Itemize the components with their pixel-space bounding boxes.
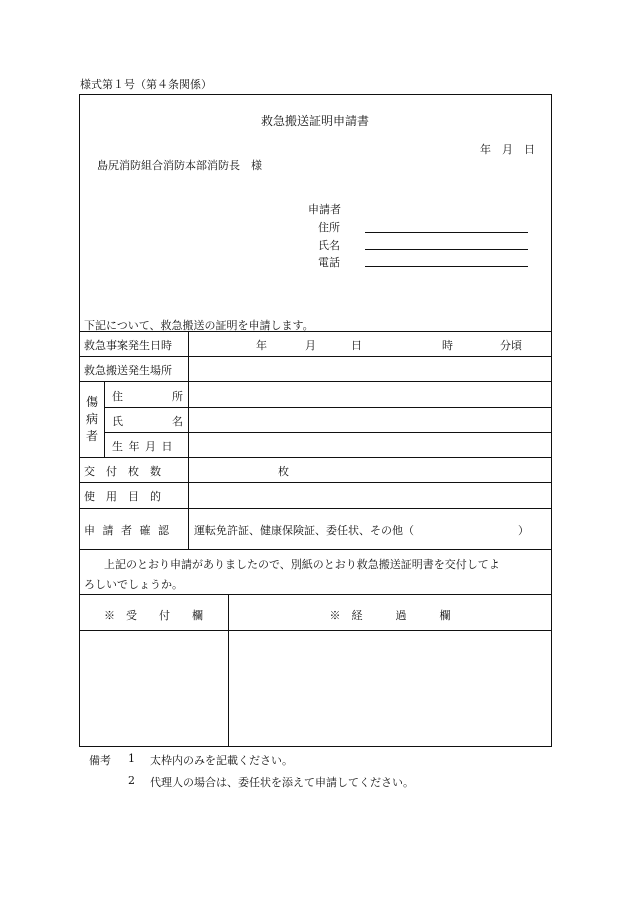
- patient-label-1: 傷: [85, 395, 98, 409]
- applicant-heading: 申請者: [308, 203, 341, 216]
- note-1-number: 1: [128, 752, 135, 765]
- form-title: 救急搬送証明申請書: [260, 114, 369, 128]
- note-1-text: 太枠内のみを記載ください。: [150, 754, 293, 767]
- patient-address-label-a: 住: [112, 390, 123, 403]
- purpose-label: 使 用 目 的: [84, 490, 161, 503]
- applicant-check-close: ）: [518, 524, 529, 537]
- row-line-3: [104, 407, 552, 408]
- note-2-text: 代理人の場合は、委任状を添えて申請してください。: [150, 776, 414, 789]
- incident-hour-unit: 時: [442, 339, 453, 352]
- patient-label-2: 病: [85, 412, 98, 426]
- table-top-line: [79, 331, 552, 332]
- row-line-5: [79, 457, 552, 458]
- approval-text-line2: ろしいでしょうか。: [84, 578, 183, 591]
- copies-unit: 枚: [278, 465, 289, 478]
- incident-minute-unit: 分頃: [500, 339, 522, 352]
- incident-year-unit: 年: [256, 339, 267, 352]
- office-table-header-line: [79, 630, 552, 631]
- incident-place-field[interactable]: [192, 358, 548, 379]
- applicant-address-field[interactable]: [365, 232, 528, 233]
- approval-text-line1: 上記のとおり申請がありましたので、別紙のとおり救急搬送証明書を交付してよ: [104, 558, 500, 571]
- row-line-1: [79, 356, 552, 357]
- reception-column-header: ※ 受 付 欄: [104, 609, 203, 622]
- applicant-name-field[interactable]: [365, 249, 528, 250]
- patient-name-field[interactable]: [192, 409, 548, 430]
- patient-label-3: 者: [85, 429, 98, 443]
- patient-address-field[interactable]: [192, 383, 548, 405]
- incident-place-label: 救急搬送発生場所: [84, 364, 172, 377]
- applicant-name-label: 氏名: [318, 239, 340, 252]
- purpose-field[interactable]: [192, 484, 548, 505]
- row-line-7: [79, 508, 552, 509]
- approval-left-border: [79, 550, 80, 594]
- applicant-phone-label: 電話: [318, 256, 340, 269]
- applicant-address-label: 住所: [318, 221, 340, 234]
- row-line-6: [79, 482, 552, 483]
- copies-label: 交 付 枚 数: [84, 465, 161, 478]
- row-line-4: [104, 432, 552, 433]
- date-year-label: 年: [480, 143, 491, 156]
- incident-day-unit: 日: [351, 339, 362, 352]
- row-line-2: [79, 381, 552, 382]
- incident-month-unit: 月: [305, 339, 316, 352]
- applicant-phone-field[interactable]: [365, 266, 528, 267]
- patient-name-label-b: 名: [172, 415, 183, 428]
- addressee: 島尻消防組合消防本部消防長 様: [97, 159, 262, 172]
- date-day-label: 日: [524, 143, 535, 156]
- applicant-check-label: 申 請 者 確 認: [84, 524, 169, 537]
- applicant-check-value: 運転免許証、健康保険証、委任状、その他（: [194, 524, 414, 537]
- label-column-line: [188, 331, 189, 550]
- note-2-number: 2: [128, 774, 135, 787]
- date-month-label: 月: [502, 143, 513, 156]
- patient-birth-label: 生 年 月 日: [112, 440, 173, 453]
- patient-name-label-a: 氏: [112, 415, 123, 428]
- patient-address-label-b: 所: [172, 390, 183, 403]
- notes-label: 備考: [89, 754, 111, 767]
- approval-right-border: [551, 550, 552, 594]
- patient-birth-field[interactable]: [192, 434, 548, 455]
- progress-column-header: ※ 経 過 欄: [329, 609, 451, 622]
- form-number: 様式第１号（第４条関係）: [80, 78, 212, 91]
- incident-datetime-label: 救急事案発生日時: [84, 339, 172, 352]
- patient-column-line: [104, 381, 105, 457]
- intro-text: 下記について、救急搬送の証明を申請します。: [84, 319, 314, 332]
